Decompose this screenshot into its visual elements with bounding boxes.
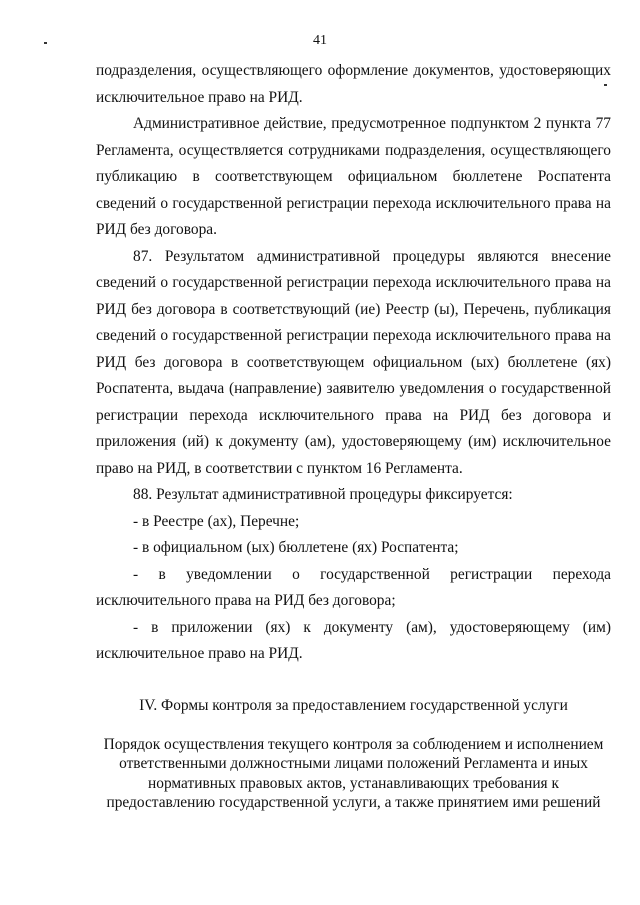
page-body [96,58,611,813]
paragraph-87: 87. Результатом административной процедуры являются внесение сведений о государственной регистрации перехода исключительного права на РИД без договора в соответствующий (ие) Реестр (ы), Перечень, публикация сведений о государственной регистрации перехода исключительного права на РИД без договора в соответствующем официальном (ых) бюллетене (ях) Роспатента, выдача (направление) заявителю уведомления о государственной регистрации перехода исключительного права на РИД без договора и приложения (ий) к документу (ам), удостоверяющему (им) исключительное право на РИД, в соответствии с пунктом 16 Регламента. [96,247,611,477]
list-item-bulletin: - в официальном (ых) бюллетене (ях) Роспатента; [133,539,459,556]
list-item-notification: - в уведомлении о государственной регистрации перехода исключительного права на РИД без договора; [96,565,611,609]
section-heading: IV. Формы контроля за предоставлением государственной услуги [139,696,568,714]
list-item-registry: - в Реестре (ах), Перечне; [133,512,300,530]
subsection-heading: Порядок осуществления текущего контроля за соблюдением и исполнением ответственными должностными лицами положений Регламента и иных нормативных правовых актов, устанавливающих требования к предоставлению государственной услуги, а также принятием ими решений [103,735,604,811]
list-item-attachment: - в приложении (ях) к документу (ам), удостоверяющему (им) исключительное право на РИД. [96,618,611,662]
paragraph-88: 88. Результат административной процедуры фиксируется: [133,486,513,503]
paragraph-admin-action: Административное действие, предусмотренное подпунктом 2 пункта 77 Регламента, осуществляется сотрудниками подразделения, осуществляющего публикацию в соответствующем официальном бюллетене Роспатента сведений о государственной регистрации перехода исключительного права на РИД без договора. [96,115,611,238]
page-number: 41 [313,33,327,48]
paragraph-continuation: подразделения, осуществляющего оформление документов, удостоверяющих исключительное право на РИД. [96,62,611,106]
scan-mark [44,42,47,44]
